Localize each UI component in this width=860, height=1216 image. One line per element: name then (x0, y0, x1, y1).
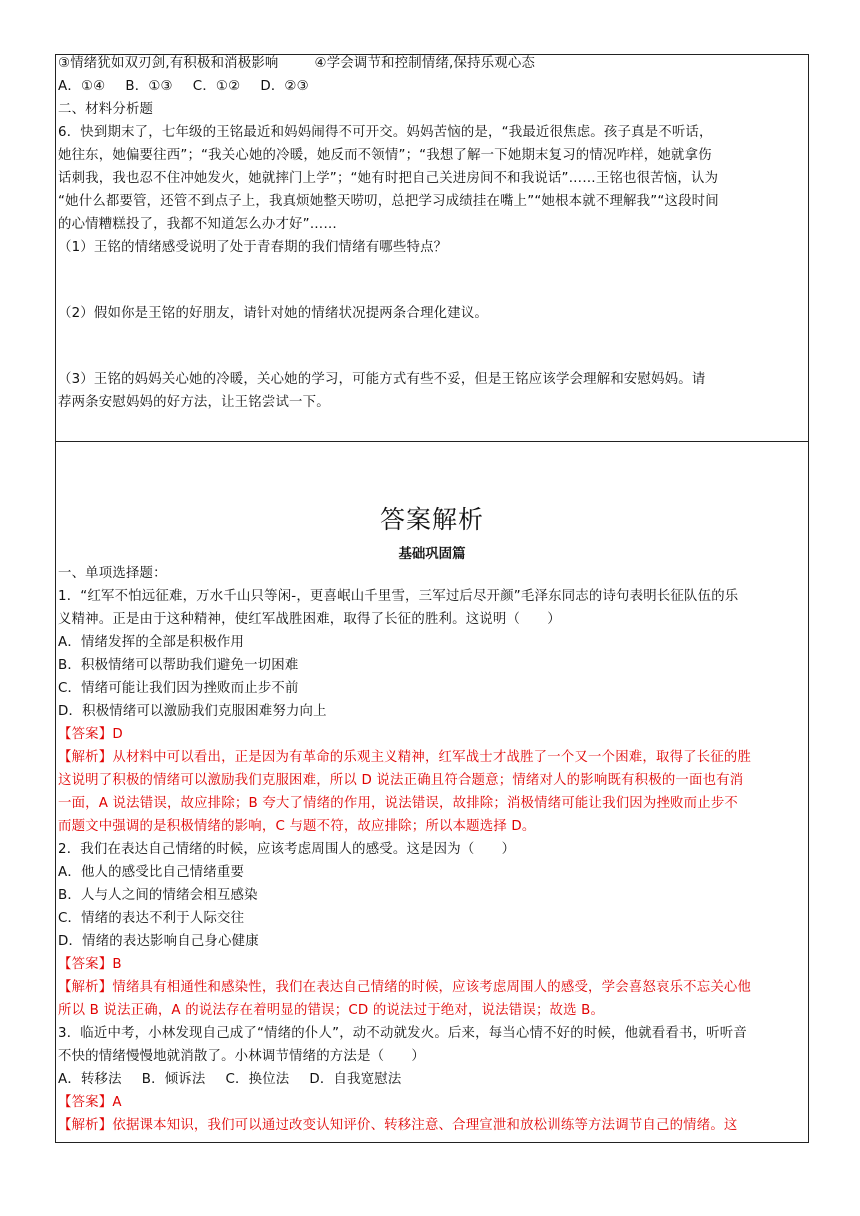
q1-option: A．情绪发挥的全部是积极作用 (58, 635, 245, 650)
section-title-choice: 一、单项选择题： (58, 566, 167, 581)
q2-option: C．情绪的表达不利于人际交往 (58, 911, 245, 926)
answer-subtitle: 基础巩固篇 (398, 547, 466, 562)
q3-stem: 3．临近中考，小林发现自己成了“情绪的仆人”，动不动就发火。后来，每当心情不好的时候，他就看看书，听听音 (58, 1026, 747, 1041)
q6-line: 话刺我，我也忍不住冲她发火，她就摔门上学”；“她有时把自己关进房间不和我说话”……王铭也很苦恼，认为 (58, 171, 719, 186)
q1-analysis: 一面，A 说法错误，故应排除；B 夸大了情绪的作用，说法错误，故排除；消极情绪可能让我们因为挫败而止步不 (58, 796, 739, 811)
q2-answer: 【答案】B (58, 957, 122, 972)
q6-line: 她往东，她偏要往西”；“我关心她的冷暖，她反而不领情”；“我想了解一下她期末复习的情况咋样，她就拿伤 (58, 148, 712, 163)
q1-option: B．积极情绪可以帮助我们避免一切困难 (58, 658, 299, 673)
page-frame (55, 54, 809, 1143)
q2-option: A．他人的感受比自己情绪重要 (58, 865, 245, 880)
q2-analysis: 所以 B 说法正确，A 的说法存在着明显的错误；CD 的说法过于绝对，说法错误；故选 B。 (58, 1003, 605, 1018)
sub-question-3: 荐两条安慰妈妈的好方法，让王铭尝试一下。 (58, 395, 330, 410)
q1-answer: 【答案】D (58, 727, 123, 742)
q3-stem: 不快的情绪慢慢地就消散了。小林调节情绪的方法是（ ） (58, 1049, 425, 1064)
q1-option: D．积极情绪可以激励我们克服困难努力向上 (58, 704, 327, 719)
q3-options: A．转移法 B．倾诉法 C．换位法 D．自我宽慰法 (58, 1072, 402, 1087)
answer-title: 答案解析 (379, 505, 484, 534)
q6-line: 的心情糟糕投了，我都不知道怎么办才好”…… (58, 217, 337, 232)
q3-analysis: 【解析】依据课本知识，我们可以通过改变认知评价、转移注意、合理宣泄和放松训练等方法调节自己的情绪。这 (58, 1118, 738, 1133)
sub-question-2: （2）假如你是王铭的好朋友，请针对她的情绪状况提两条合理化建议。 (58, 306, 489, 321)
q1-analysis: 【解析】从材料中可以看出，正是因为有革命的乐观主义精神，红军战士才战胜了一个又一个困难，取得了长征的胜 (58, 750, 752, 765)
q1-stem: 1．“红军不怕远征难，万水千山只等闲-，更喜岷山千里雪，三军过后尽开颜”毛泽东同志的诗句表明长征队伍的乐 (58, 589, 739, 604)
answer-choices: A．①④ B．①③ C．①② D．②③ (58, 79, 309, 94)
q6-line: “她什么都要管，还管不到点子上，我真烦她整天唠叨，总把学习成绩挂在嘴上”“她根本就不理解我”“这段时间 (58, 194, 719, 209)
section-title-material: 二、材料分析题 (58, 102, 154, 117)
q1-analysis: 而题文中强调的是积极情绪的影响，C 与题不符，故应排除；所以本题选择 D。 (58, 819, 536, 834)
q2-option: D．情绪的表达影响自己身心健康 (58, 934, 259, 949)
sub-question-3: （3）王铭的妈妈关心她的冷暖，关心她的学习，可能方式有些不妥，但是王铭应该学会理解和安慰妈妈。请 (58, 372, 706, 387)
q3-answer: 【答案】A (58, 1095, 122, 1110)
section-divider (56, 441, 808, 442)
q1-analysis: 这说明了积极的情绪可以激励我们克服困难，所以 D 说法正确且符合题意；情绪对人的影响既有积极的一面也有消 (58, 773, 744, 788)
q2-stem: 2．我们在表达自己情绪的时候，应该考虑周围人的感受。这是因为（ ） (58, 842, 516, 857)
q2-analysis: 【解析】情绪具有相通性和感染性，我们在表达自己情绪的时候，应该考虑周围人的感受，学会喜怒哀乐不忘关心他 (58, 980, 752, 995)
sub-question-1: （1）王铭的情绪感受说明了处于青春期的我们情绪有哪些特点？ (58, 240, 448, 255)
q6-line: 6．快到期末了，七年级的王铭最近和妈妈闹得不可开交。妈妈苦恼的是，“我最近很焦虑。孩子真是不听话， (58, 125, 713, 140)
q2-option: B．人与人之间的情绪会相互感染 (58, 888, 258, 903)
q1-stem: 义精神。正是由于这种精神，使红军战胜困难，取得了长征的胜利。这说明（ ） (58, 612, 561, 627)
q1-option: C．情绪可能让我们因为挫败而止步不前 (58, 681, 299, 696)
options-line: ③情绪犹如双刃剑,有积极和消极影响 ④学会调节和控制情绪,保持乐观心态 (58, 56, 536, 71)
